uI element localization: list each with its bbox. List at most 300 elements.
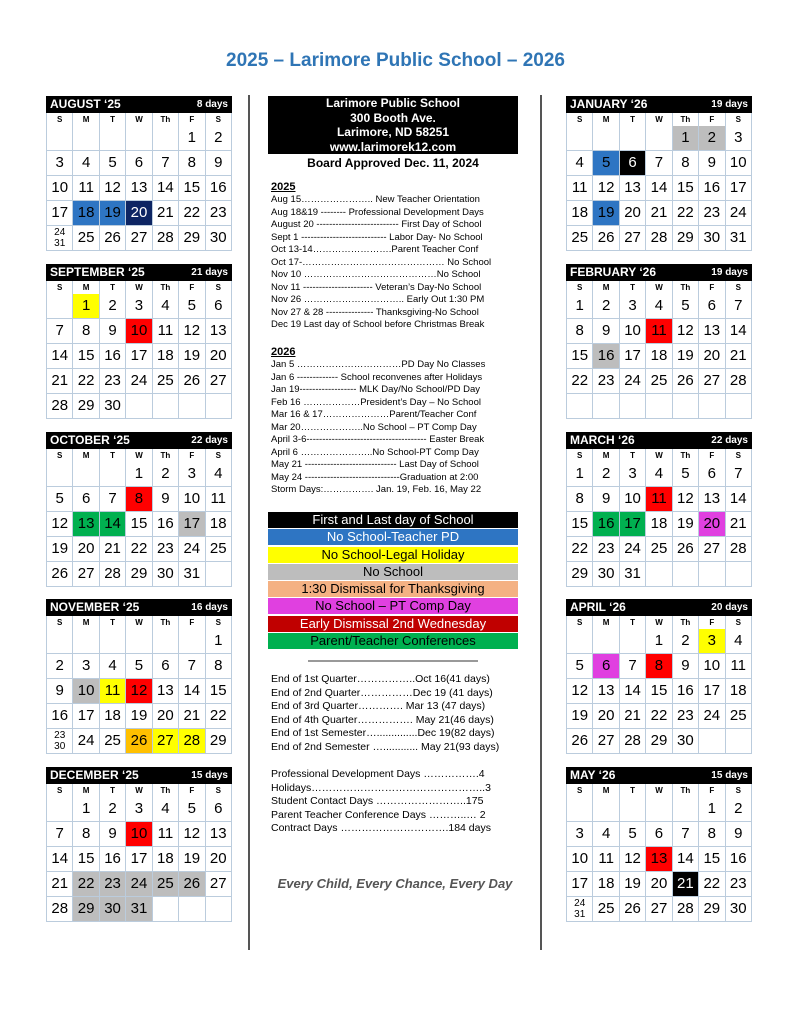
day-cell: 1 (73, 294, 99, 318)
weekday-label: M (593, 281, 619, 294)
day-cell: 13 (153, 679, 179, 703)
day-cell: 6 (620, 151, 646, 175)
empty-cell (646, 562, 672, 586)
day-cell: 6 (646, 822, 672, 846)
weekday-row (46, 449, 232, 462)
day-cell: 8 (206, 654, 232, 678)
day-cell: 11 (206, 487, 232, 511)
board-approved: Board Approved Dec. 11, 2024 (307, 156, 479, 170)
week-row (566, 654, 752, 679)
weekday-label: S (567, 113, 593, 126)
quarter-item: End of 2nd Semester …............ May 21(93 days) (271, 740, 500, 753)
week-row (566, 151, 752, 176)
event-item: August 20 -------------------------- First Day of School (271, 219, 482, 230)
day-cell: 9 (153, 487, 179, 511)
day-cell: 21 (673, 872, 699, 896)
day-cell: 9 (206, 151, 232, 175)
month-day-count: 20 days (711, 602, 748, 613)
weekday-label: S (47, 784, 73, 797)
empty-cell (100, 126, 126, 150)
weekday-label: F (179, 281, 205, 294)
day-cell: 28 (620, 729, 646, 753)
day-cell: 29 (646, 729, 672, 753)
month-calendar (46, 599, 232, 754)
day-cell: 25 (646, 537, 672, 561)
day-cell: 13 (206, 319, 232, 343)
month-name: MAY ‘26 (570, 768, 616, 782)
week-row (46, 704, 232, 729)
weekday-label: S (206, 616, 232, 629)
day-cell: 2 (673, 629, 699, 653)
empty-cell (726, 729, 752, 753)
month-calendar (566, 96, 752, 251)
day-cell: 25 (153, 872, 179, 896)
weekday-label: T (620, 616, 646, 629)
day-cell: 31 (179, 562, 205, 586)
month-calendar (46, 432, 232, 587)
day-cell: 30 (699, 226, 725, 250)
week-row (46, 629, 232, 654)
day-cell: 1 (126, 462, 152, 486)
day-cell: 24 31 (567, 897, 593, 921)
school-name: Larimore Public School (325, 96, 461, 110)
day-cell: 17 (73, 704, 99, 728)
empty-cell (126, 394, 152, 418)
color-legend (268, 512, 518, 650)
school-city: Larimore, ND 58251 (336, 125, 450, 139)
day-cell: 30 (100, 897, 126, 921)
day-cell: 15 (73, 344, 99, 368)
empty-cell (47, 629, 73, 653)
month-name: NOVEMBER ‘25 (50, 600, 140, 614)
day-cell: 2 (593, 294, 619, 318)
week-row (566, 126, 752, 151)
day-cell: 24 (699, 704, 725, 728)
empty-cell (620, 629, 646, 653)
weekday-label: W (126, 784, 152, 797)
day-cell: 19 (47, 537, 73, 561)
empty-cell (47, 126, 73, 150)
day-cell: 5 (100, 151, 126, 175)
day-cell: 24 (179, 537, 205, 561)
week-row (566, 394, 752, 419)
day-cell: 8 (73, 319, 99, 343)
day-cell: 12 (620, 847, 646, 871)
month-calendar (46, 96, 232, 251)
day-cell: 23 (593, 369, 619, 393)
day-cell: 12 (47, 512, 73, 536)
day-cell: 15 (73, 847, 99, 871)
weekday-label: T (620, 784, 646, 797)
weekday-label: T (620, 113, 646, 126)
day-cell: 10 (567, 847, 593, 871)
day-cell: 15 (673, 176, 699, 200)
day-cell: 7 (646, 151, 672, 175)
month-day-count: 19 days (711, 267, 748, 278)
events-2025-heading: 2025 (271, 181, 296, 193)
weekday-row (46, 113, 232, 126)
day-cell: 5 (179, 294, 205, 318)
day-cell: 14 (673, 847, 699, 871)
day-cell: 2 (699, 126, 725, 150)
week-row (46, 151, 232, 176)
weekday-row (566, 113, 752, 126)
week-row (46, 201, 232, 226)
empty-cell (153, 897, 179, 921)
empty-cell (699, 562, 725, 586)
empty-cell (206, 394, 232, 418)
day-cell: 18 (153, 344, 179, 368)
day-cell: 17 (726, 176, 752, 200)
day-cell: 31 (726, 226, 752, 250)
weekday-label: S (206, 281, 232, 294)
weekday-label: F (179, 616, 205, 629)
day-cell: 30 (206, 226, 232, 250)
count-item: Parent Teacher Conference Days ………..… 2 (271, 808, 486, 821)
day-cell: 26 (620, 897, 646, 921)
weekday-label: F (699, 449, 725, 462)
event-item: Jan 5 ……………………………PD Day No Classes (271, 359, 486, 370)
day-cell: 4 (646, 294, 672, 318)
day-cell: 27 (593, 729, 619, 753)
day-cell: 3 (620, 294, 646, 318)
day-cell: 22 (673, 201, 699, 225)
day-cell: 6 (73, 487, 99, 511)
empty-cell (73, 462, 99, 486)
day-cell: 4 (206, 462, 232, 486)
legend-item: No School-Legal Holiday (268, 547, 518, 563)
day-cell: 23 (153, 537, 179, 561)
week-row (46, 294, 232, 319)
event-item: May 24 ------------------------------Graduation at 2:00 (271, 471, 479, 483)
day-cell: 2 (100, 797, 126, 821)
month-name: SEPTEMBER ‘25 (50, 265, 145, 279)
day-cell: 12 (126, 679, 152, 703)
weekday-label: Th (673, 449, 699, 462)
day-cell: 1 (179, 126, 205, 150)
day-cell: 10 (126, 319, 152, 343)
day-cell: 27 (620, 226, 646, 250)
day-cell: 6 (699, 294, 725, 318)
day-cell: 25 (100, 729, 126, 753)
day-cell: 13 (699, 319, 725, 343)
month-calendar (566, 432, 752, 587)
weekday-label: S (567, 281, 593, 294)
empty-cell (100, 462, 126, 486)
empty-cell (100, 629, 126, 653)
week-row (46, 679, 232, 704)
month-header (566, 264, 752, 281)
week-row (566, 176, 752, 201)
day-cell: 26 (673, 537, 699, 561)
day-cell: 27 (699, 537, 725, 561)
day-cell: 7 (179, 654, 205, 678)
legend-item: 1:30 Dismissal for Thanksgiving (268, 581, 518, 597)
day-cell: 23 (593, 537, 619, 561)
event-item: Jan 6 ------------- School reconvenes after Holidays (271, 371, 483, 383)
day-cell: 10 (73, 679, 99, 703)
week-row (46, 729, 232, 754)
weekday-label: S (726, 616, 752, 629)
day-cell: 14 (646, 176, 672, 200)
day-cell: 3 (47, 151, 73, 175)
day-cell: 19 (673, 344, 699, 368)
weekday-label: Th (153, 281, 179, 294)
week-row (46, 319, 232, 344)
day-cell: 13 (646, 847, 672, 871)
legend-item: No School-Teacher PD (268, 529, 518, 545)
day-cell: 16 (100, 847, 126, 871)
event-item: Storm Days:……………. Jan. 19, Feb. 16, May 22 (271, 484, 482, 495)
day-cell: 7 (100, 487, 126, 511)
month-name: APRIL ‘26 (570, 600, 626, 614)
events-2026-heading: 2026 (271, 346, 296, 358)
day-cell: 18 (100, 704, 126, 728)
week-row (566, 847, 752, 872)
day-cell: 29 (567, 562, 593, 586)
weekday-label: F (179, 784, 205, 797)
day-cell: 27 (699, 369, 725, 393)
empty-cell (646, 797, 672, 821)
day-cell: 30 (673, 729, 699, 753)
day-cell: 28 (726, 369, 752, 393)
weekday-label: Th (153, 784, 179, 797)
day-cell: 21 (646, 201, 672, 225)
day-cell: 16 (47, 704, 73, 728)
day-cell: 7 (726, 462, 752, 486)
separator (308, 660, 478, 662)
day-cell: 10 (699, 654, 725, 678)
day-cell: 29 (206, 729, 232, 753)
day-cell: 12 (179, 319, 205, 343)
week-row (566, 369, 752, 394)
day-cell: 4 (646, 462, 672, 486)
weekday-label: S (47, 281, 73, 294)
day-cell: 17 (126, 344, 152, 368)
empty-cell (620, 797, 646, 821)
day-cell: 29 (673, 226, 699, 250)
weekday-label: W (126, 449, 152, 462)
week-row (566, 822, 752, 847)
week-row (46, 562, 232, 587)
day-cell: 27 (646, 897, 672, 921)
day-cell: 30 (153, 562, 179, 586)
day-cell: 9 (47, 679, 73, 703)
month-day-count: 21 days (191, 267, 228, 278)
day-cell: 14 (47, 344, 73, 368)
day-cell: 5 (673, 462, 699, 486)
day-cell: 31 (126, 897, 152, 921)
day-cell: 15 (206, 679, 232, 703)
day-cell: 4 (726, 629, 752, 653)
week-row (46, 897, 232, 922)
day-cell: 3 (73, 654, 99, 678)
day-cell: 20 (126, 201, 152, 225)
weekday-row (46, 784, 232, 797)
day-cell: 27 (126, 226, 152, 250)
day-cell: 22 (567, 369, 593, 393)
weekday-label: F (699, 281, 725, 294)
quarter-item: End of 1st Quarter……………..Oct 16(41 days) (271, 673, 490, 685)
day-cell: 24 (126, 369, 152, 393)
weekday-row (46, 616, 232, 629)
event-item: Jan 19------------------ MLK Day/No School/PD Day (271, 384, 481, 395)
day-cell: 30 (593, 562, 619, 586)
day-cell: 3 (699, 629, 725, 653)
day-cell: 13 (620, 176, 646, 200)
month-day-count: 15 days (191, 770, 228, 781)
empty-cell (567, 394, 593, 418)
month-name: JANUARY ‘26 (570, 97, 648, 111)
weekday-label: W (126, 281, 152, 294)
day-cell: 15 (699, 847, 725, 871)
weekday-row (566, 616, 752, 629)
day-cell: 7 (47, 319, 73, 343)
day-cell: 26 (179, 872, 205, 896)
month-header (46, 432, 232, 449)
day-cell: 2 (47, 654, 73, 678)
week-row (46, 797, 232, 822)
empty-cell (593, 126, 619, 150)
day-cell: 23 (206, 201, 232, 225)
empty-cell (620, 126, 646, 150)
weekday-label: S (47, 449, 73, 462)
empty-cell (47, 797, 73, 821)
day-cell: 26 (673, 369, 699, 393)
week-row (46, 344, 232, 369)
week-row (566, 897, 752, 922)
month-name: OCTOBER ‘25 (50, 433, 130, 447)
day-cell: 29 (179, 226, 205, 250)
day-cell: 9 (100, 319, 126, 343)
event-item: Nov 11 ---------------------- Veteran’s Day-No School (271, 281, 482, 293)
month-header (46, 599, 232, 616)
day-cell: 6 (126, 151, 152, 175)
day-cell: 28 (153, 226, 179, 250)
empty-cell (593, 394, 619, 418)
weekday-label: T (100, 449, 126, 462)
month-header (566, 432, 752, 449)
weekday-label: M (593, 784, 619, 797)
month-name: MARCH ‘26 (570, 433, 635, 447)
day-cell: 21 (153, 201, 179, 225)
week-row (46, 847, 232, 872)
day-cell: 17 (567, 872, 593, 896)
weekday-label: S (567, 616, 593, 629)
empty-cell (593, 797, 619, 821)
weekday-label: S (567, 784, 593, 797)
week-row (46, 872, 232, 897)
day-cell: 13 (206, 822, 232, 846)
event-item: April 6 …………………..No School-PT Comp Day (271, 446, 479, 458)
week-row (46, 487, 232, 512)
weekday-label: M (593, 449, 619, 462)
empty-cell (567, 797, 593, 821)
weekday-label: Th (153, 113, 179, 126)
month-header (46, 767, 232, 784)
day-cell: 4 (153, 294, 179, 318)
day-cell: 24 (126, 872, 152, 896)
day-cell: 12 (593, 176, 619, 200)
day-cell: 24 (73, 729, 99, 753)
day-cell: 26 (47, 562, 73, 586)
day-cell: 8 (567, 319, 593, 343)
empty-cell (673, 797, 699, 821)
day-cell: 11 (646, 487, 672, 511)
event-item: Dec 19 Last day of School before Christmas Break (271, 319, 485, 330)
day-cell: 4 (153, 797, 179, 821)
empty-cell (179, 394, 205, 418)
day-cell: 25 (153, 369, 179, 393)
school-address: 300 Booth Ave. (350, 110, 436, 125)
day-cell: 27 (153, 729, 179, 753)
empty-cell (73, 629, 99, 653)
week-row (566, 797, 752, 822)
school-website[interactable]: www.larimorek12.com (329, 139, 457, 154)
day-cell: 11 (100, 679, 126, 703)
day-cell: 1 (567, 462, 593, 486)
day-cell: 16 (206, 176, 232, 200)
weekday-label: S (726, 449, 752, 462)
day-cell: 6 (206, 294, 232, 318)
empty-cell (699, 729, 725, 753)
count-item: Professional Development Days …………….4 (271, 768, 485, 780)
event-item: Oct 13-14…………………….Parent Teacher Conf (271, 244, 479, 255)
day-cell: 28 (179, 729, 205, 753)
day-cell: 19 (620, 872, 646, 896)
weekday-label: W (126, 113, 152, 126)
day-cell: 24 (620, 369, 646, 393)
event-item: Oct 17-……………………………………… No School (271, 256, 492, 268)
divider-right (540, 95, 542, 950)
empty-cell (47, 294, 73, 318)
day-cell: 14 (47, 847, 73, 871)
day-cell: 11 (73, 176, 99, 200)
quarter-list (271, 673, 518, 754)
week-row (566, 487, 752, 512)
event-item: Aug 18&19 -------- Professional Development Days (271, 206, 484, 218)
day-cell: 8 (673, 151, 699, 175)
week-row (566, 226, 752, 251)
quarter-item: End of 3rd Quarter…………. Mar 13 (47 days) (271, 700, 486, 712)
day-cell: 9 (100, 822, 126, 846)
day-cell: 22 (179, 201, 205, 225)
empty-cell (567, 629, 593, 653)
day-cell: 15 (567, 344, 593, 368)
day-cell: 28 (673, 897, 699, 921)
day-cell: 1 (73, 797, 99, 821)
weekday-label: F (699, 113, 725, 126)
week-row (566, 537, 752, 562)
day-cell: 10 (620, 487, 646, 511)
empty-cell (153, 629, 179, 653)
week-row (566, 872, 752, 897)
day-cell: 14 (726, 487, 752, 511)
weekday-label: S (206, 784, 232, 797)
day-cell: 17 (620, 512, 646, 536)
day-cell: 6 (153, 654, 179, 678)
weekday-label: M (593, 616, 619, 629)
week-row (46, 176, 232, 201)
weekday-label: M (593, 113, 619, 126)
day-cell: 22 (699, 872, 725, 896)
day-cell: 16 (593, 512, 619, 536)
weekday-label: Th (673, 784, 699, 797)
day-cell: 11 (567, 176, 593, 200)
empty-cell (179, 629, 205, 653)
day-cell: 3 (726, 126, 752, 150)
day-cell: 16 (100, 344, 126, 368)
